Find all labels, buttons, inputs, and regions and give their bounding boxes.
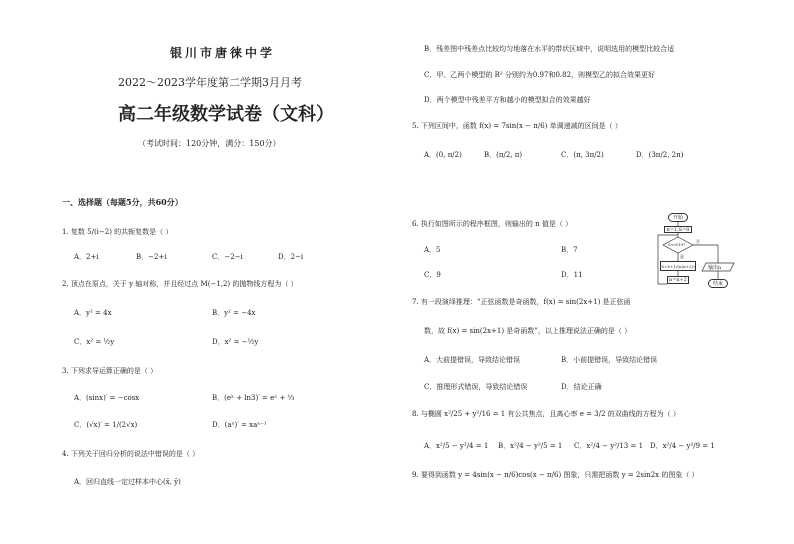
q6-option-d[interactable]: D．11: [561, 271, 583, 279]
q8-option-d[interactable]: D．x²/4 − y²/9 = 1: [650, 442, 715, 450]
q1-stem: 1. 复数 5/(i−2) 的共轭复数是（ ）: [62, 228, 173, 236]
q5-option-c[interactable]: C．(π, 3π/2): [561, 151, 604, 159]
q5-stem: 5. 下列区间中，函数 f(x) = 7sin(x − π/6) 单调递减的区间是（ ）: [412, 122, 622, 130]
q3-stem: 3. 下列求导运算正确的是（ ）: [62, 367, 158, 375]
q4-option-d[interactable]: D．两个模型中残差平方和越小的模型拟合的效果越好: [424, 96, 591, 104]
q7-option-c[interactable]: C．推理形式错误，导致结论错误: [424, 383, 528, 391]
flowchart: [640, 208, 750, 294]
q2-option-b[interactable]: B．y² = −4x: [212, 309, 256, 317]
q4-option-c[interactable]: C．甲、乙两个模型的 R² 分别约为0.97和0.82，则模型乙的拟合效果更好: [424, 71, 656, 79]
q7-stem-line2: 数，故 f(x) = sin(2x+1) 是奇函数”，以上推理说法正确的是（ ）: [424, 327, 632, 335]
q6-option-b[interactable]: B．7: [561, 246, 578, 254]
flowchart-end: 结束: [708, 279, 728, 288]
q2-option-a[interactable]: A．y² = 4x: [74, 309, 112, 317]
q7-option-a[interactable]: A．大前提错误，导致结论错误: [424, 356, 521, 364]
exam-info: （考试时间：120分钟，满分：150分）: [138, 139, 281, 148]
flowchart-yes-label: 是: [680, 254, 684, 259]
q8-option-b[interactable]: B．x²/4 − y²/5 = 1: [498, 442, 563, 450]
q8-option-a[interactable]: A．x²/5 − y²/4 = 1: [424, 442, 489, 450]
q1-option-d[interactable]: D．2−i: [278, 253, 304, 261]
school-name: 银川市唐徕中学: [170, 46, 276, 60]
section-heading: 一、选择题（每题5分，共60分）: [62, 197, 183, 207]
q5-option-a[interactable]: A．(0, π/2): [424, 151, 462, 159]
q1-option-c[interactable]: C．−2−i: [212, 253, 243, 261]
flowchart-output-label: 输出n: [708, 265, 722, 271]
flowchart-condition: S<9/19?: [668, 242, 686, 247]
flowchart-start: 开始: [668, 213, 688, 222]
flowchart-lines: [640, 208, 750, 294]
q1-option-a[interactable]: A．2+i: [74, 253, 99, 261]
q2-stem: 2. 顶点在原点，关于 y 轴对称，并且经过点 M(−1,2) 的抛物线方程为（ ）: [62, 280, 298, 288]
q4-option-b[interactable]: B．残差图中残差点比较均匀地落在水平的带状区域中，说明选用的模型比较合适: [424, 45, 675, 53]
q5-option-b[interactable]: B．(π/2, π): [484, 151, 523, 159]
q2-option-c[interactable]: C．x² = ½y: [74, 338, 115, 346]
q3-option-c[interactable]: C．(√x)′ = 1/(2√x): [74, 421, 138, 429]
page-title: 高二年级数学试卷（文科）: [118, 104, 334, 125]
q5-option-d[interactable]: D．(3π/2, 2π): [636, 151, 684, 159]
q3-option-b[interactable]: B．(eˣ + ln3)′ = eˣ + ⅓: [212, 394, 295, 402]
q6-option-a[interactable]: A．5: [424, 246, 441, 254]
q9-stem: 9. 要得到函数 y = 4sin(x − π/6)cos(x − π/6) 图象，只需把函数 y = 2sin2x 的图象（ ）: [412, 471, 699, 479]
flowchart-step: n=n+2: [668, 277, 687, 283]
q2-option-d[interactable]: D．x² = −½y: [212, 338, 259, 346]
q1-option-b[interactable]: B．−2+i: [136, 253, 167, 261]
exam-term: 2022～2023学年度第二学期3月月考: [118, 76, 302, 89]
q7-option-b[interactable]: B．小前提错误，导致结论错误: [561, 356, 658, 364]
q8-option-c[interactable]: C．x²/4 − y²/13 = 1: [574, 442, 644, 450]
flowchart-update: S=S+1/(n(n+2)): [660, 261, 696, 271]
q4-option-a[interactable]: A．回归直线一定过样本中心(x̄, ȳ): [74, 478, 181, 486]
q8-stem: 8. 与椭圆 x²/25 + y²/16 = 1 有公共焦点，且离心率 e = 3/2 的双曲线的方程为（ ）: [412, 410, 680, 418]
q4-stem: 4. 下列关于回归分析的说法中错误的是（ ）: [62, 450, 200, 458]
q6-stem: 6. 执行如图所示的程序框图，则输出的 n 值是（ ）: [412, 220, 573, 228]
q7-stem-line1: 7. 有一段演绎推理：“正弦函数是奇函数，f(x) = sin(2x+1) 是正弦函: [412, 298, 631, 306]
q3-option-a[interactable]: A．(sinx)′ = −cosx: [74, 394, 140, 402]
q6-option-c[interactable]: C．9: [424, 271, 441, 279]
flowchart-init: n=1,S=0: [664, 226, 692, 233]
flowchart-no-label: 否: [696, 239, 700, 244]
q3-option-d[interactable]: D．(aˣ)′ = xaˣ⁻¹: [212, 421, 267, 429]
q7-option-d[interactable]: D．结论正确: [561, 383, 602, 391]
